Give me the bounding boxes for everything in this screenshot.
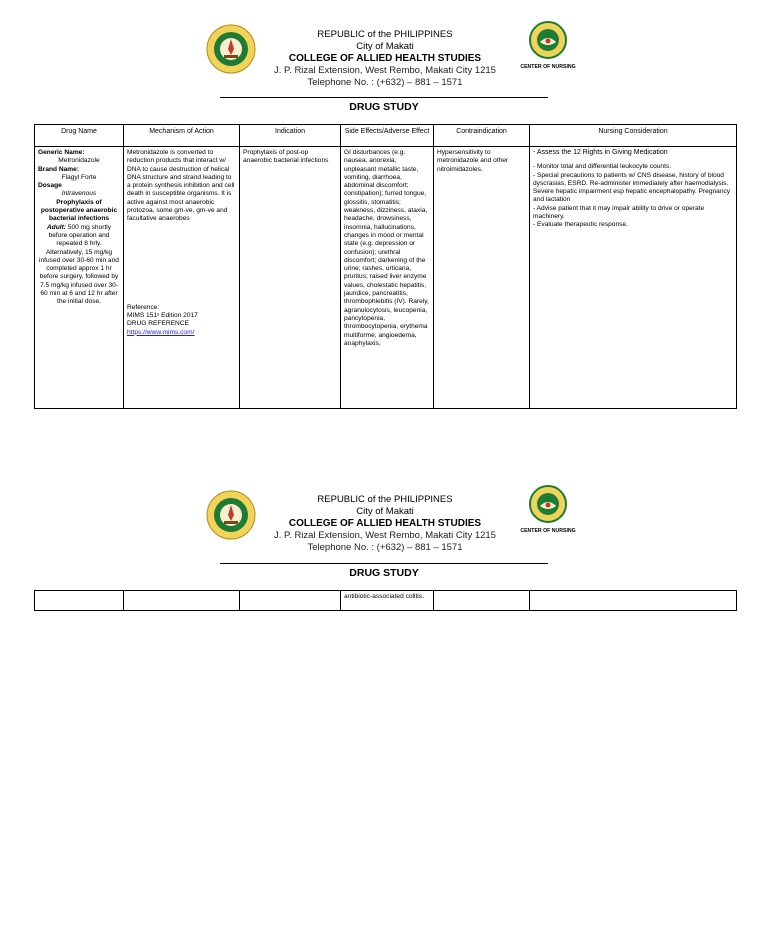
telephone-line: Telephone No. : (+632) – 881 – 1571 — [307, 77, 463, 88]
college-line: COLLEGE OF ALLIED HEALTH STUDIES — [288, 53, 482, 64]
contraindication-cell: Hypersensitivity to metronidazole and other nitroimidazoles. — [434, 147, 530, 409]
brand-label: Brand Name: — [38, 165, 80, 173]
drug-name-cell — [35, 591, 124, 611]
generic-label: Generic Name: — [38, 149, 85, 156]
nursing-item: - Advise patient that it may impair ability to drive or operate machinery. — [533, 204, 705, 221]
letterhead-text — [200, 494, 570, 554]
nursing-item: - Evaluate therapeutic response. — [533, 221, 628, 229]
col-header-indication: Indication — [240, 125, 341, 147]
nursing-item: - Monitor total and differential leukocyte counts. — [533, 163, 672, 171]
drug-study-table-continued — [34, 590, 737, 611]
col-header-mechanism: Mechanism of Action — [124, 125, 240, 147]
nursing-item: - Special precautions to patients w/ CNS disease, history of blood dyscrasias, ESRD. Re-administer immediately after haemodialysis. Severe hepatic impairment esp hepatic encephalopathy. Pregnancy and lactation — [533, 171, 731, 204]
college-line: COLLEGE OF ALLIED HEALTH STUDIES — [288, 518, 482, 529]
nursing-cell — [530, 147, 737, 409]
col-header-drug-name: Drug Name — [35, 125, 124, 147]
side-effects-cell: GI disturbances (e.g. nausea, anorexia, unpleasant metallic taste, vomiting, diarrhoea, abdominal discomfort; constipation); furred tongue, glossitis, stomatitis; weakness, dizziness, ataxia, headache, drowsiness, insomnia, hallucinations, changes in mood or mental state (e.g. depression or confusion); urethral discomfort; darkening of the urine; rashes, urticaria, pruritus; raised liver enzyme values, cholestatic hepatitis, jaundice, pancreatitis, thrombophlebitis (IV). Rarely, agranulocytosis, leucopenia, pancytopenia, thrombocytopenia, erythema multiforme, angioedema, anaphylaxis, — [341, 147, 434, 409]
col-header-nursing: Nursing Consideration — [530, 125, 737, 147]
reference-link[interactable]: https://www.mims.com/ — [127, 328, 195, 336]
table-row — [35, 591, 737, 611]
drug-study-table — [34, 124, 737, 409]
nursing-cell — [530, 591, 737, 611]
center-of-nursing-logo — [520, 20, 576, 76]
letterhead-text — [200, 29, 570, 89]
mechanism-text: Metronidazole is converted to reduction products that interact w/ DNA to cause destruction of helical DNA structure and strand leading to a protein synthesis inhibition and cell death in susceptible organisms. It is active against most anaerobic protozoa, some gm-ve, gm-ve and facultative anaerobes — [127, 149, 235, 223]
contraindication-cell — [434, 591, 530, 611]
logo-caption: CENTER OF NURSING — [520, 64, 576, 70]
center-of-nursing-logo — [520, 484, 576, 540]
page-title: DRUG STUDY — [349, 567, 419, 579]
city-line: City of Makati — [356, 41, 414, 52]
brand-name: Flagyl Forte — [61, 173, 97, 181]
telephone-line: Telephone No. : (+632) – 881 – 1571 — [307, 542, 463, 553]
dosage-label: Dosage — [38, 182, 62, 190]
col-header-side-effects: Side Effects/Adverse Effect — [341, 125, 434, 147]
header-rule — [220, 97, 548, 98]
generic-name: Metronidazole — [58, 157, 100, 165]
dosage-indication: Prophylaxis of postoperative anaerobic bacterial infections — [40, 198, 118, 223]
adult-label: Adult: — [46, 223, 66, 231]
city-line: City of Makati — [356, 506, 414, 517]
mechanism-cell — [124, 147, 240, 409]
header-rule — [220, 563, 548, 564]
address-line: J. P. Rizal Extension, West Rembo, Makati City 1215 — [274, 65, 496, 76]
dosage-text: 500 mg shortly before operation and repeated 8 hrly. Alternatively, 15 mg/kg infused over 30-60 min and completed approx 1 hr before surgery, followed by 7.5 mg/kg infused over 30-60 min at 6 and 12 hr after the initial dose. — [39, 223, 119, 306]
logo-caption: CENTER OF NURSING — [520, 528, 576, 534]
indication-cell: Prophylaxis of post-op anaerobic bacterial infections — [240, 147, 341, 409]
col-header-contraindication: Contraindication — [434, 125, 530, 147]
table-row — [35, 147, 737, 409]
page-title: DRUG STUDY — [349, 101, 419, 113]
nursing-item: - Assess the 12 Rights in Giving Medication — [533, 149, 668, 156]
reference-line-1: MIMS 151ˢ Edition 2017 — [127, 311, 198, 319]
side-effects-cell: antibiotic-associated colitis. — [341, 591, 434, 611]
republic-line: REPUBLIC of the PHILIPPINES — [317, 29, 453, 40]
dosage-route: Intravenous — [61, 190, 97, 198]
drug-name-cell — [35, 147, 124, 409]
address-line: J. P. Rizal Extension, West Rembo, Makati City 1215 — [274, 530, 496, 541]
indication-cell — [240, 591, 341, 611]
mechanism-cell — [124, 591, 240, 611]
reference-line-2: DRUG REFERENCE — [127, 320, 189, 328]
republic-line: REPUBLIC of the PHILIPPINES — [317, 494, 453, 505]
table-header-row — [35, 125, 737, 147]
reference-label: Reference: — [127, 303, 160, 311]
